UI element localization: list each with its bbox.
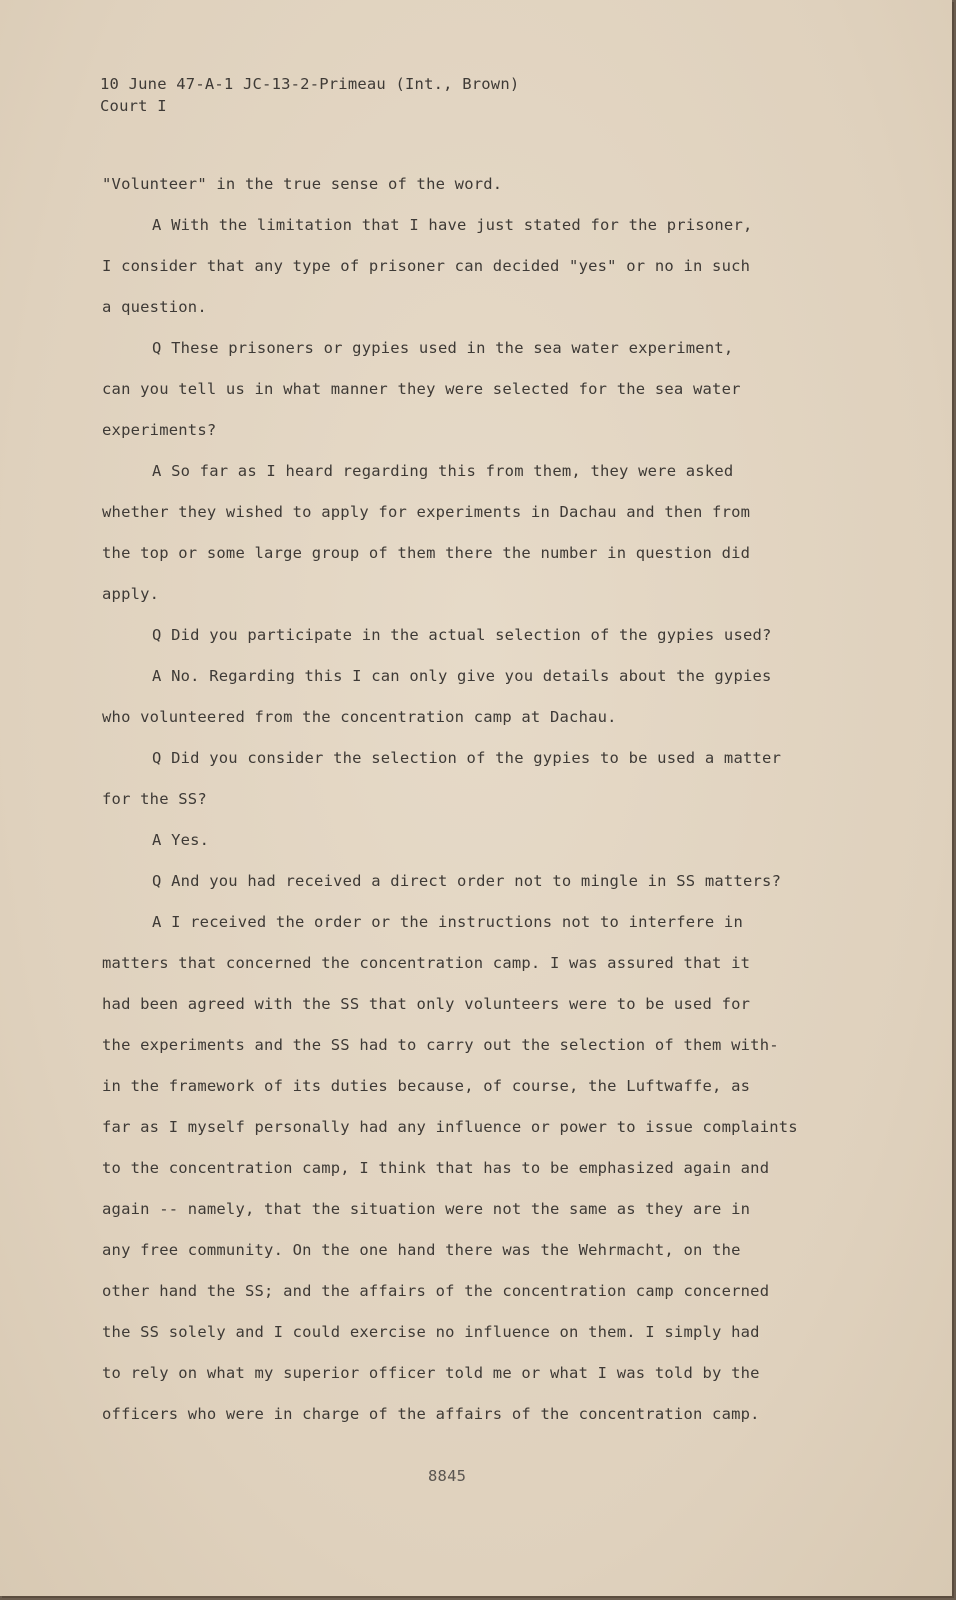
text-line: the SS solely and I could exercise no influence on them. I simply had — [102, 1323, 760, 1341]
question-line: Q And you had received a direct order not to mingle in SS matters? — [152, 872, 782, 890]
answer-line: A No. Regarding this I can only give you details about the gypies — [152, 667, 772, 685]
text-line: in the framework of its duties because, of course, the Luftwaffe, as — [102, 1077, 751, 1095]
text-line: whether they wished to apply for experiments in Dachau and then from — [102, 503, 751, 521]
text-line: experiments? — [102, 421, 217, 439]
text-line: "Volunteer" in the true sense of the word. — [102, 175, 503, 193]
question-line: Q These prisoners or gypies used in the sea water experiment, — [152, 339, 734, 357]
header-case-line: 10 June 47-A-1 JC-13-2-Primeau (Int., Brown) — [100, 75, 520, 93]
answer-line: A So far as I heard regarding this from them, they were asked — [152, 462, 734, 480]
text-line: apply. — [102, 585, 160, 603]
answer-line: A Yes. — [152, 831, 210, 849]
text-line: can you tell us in what manner they were selected for the sea water — [102, 380, 741, 398]
text-line: to the concentration camp, I think that has to be emphasized again and — [102, 1159, 770, 1177]
text-line: matters that concerned the concentration camp. I was assured that it — [102, 954, 751, 972]
answer-line: A With the limitation that I have just stated for the prisoner, — [152, 216, 753, 234]
question-line: Q Did you participate in the actual selection of the gypies used? — [152, 626, 772, 644]
page-number: 8845 — [428, 1467, 467, 1485]
text-line: again -- namely, that the situation were not the same as they are in — [102, 1200, 751, 1218]
text-line: I consider that any type of prisoner can decided "yes" or no in such — [102, 257, 751, 275]
document-header — [100, 73, 519, 117]
text-line: officers who were in charge of the affairs of the concentration camp. — [102, 1405, 760, 1423]
text-line: a question. — [102, 298, 207, 316]
text-line: to rely on what my superior officer told me or what I was told by the — [102, 1364, 760, 1382]
answer-line: A I received the order or the instructions not to interfere in — [152, 913, 743, 931]
text-line: had been agreed with the SS that only volunteers were to be used for — [102, 995, 751, 1013]
text-line: the experiments and the SS had to carry out the selection of them with- — [102, 1036, 779, 1054]
header-court-line: Court I — [100, 97, 167, 115]
text-line: who volunteered from the concentration camp at Dachau. — [102, 708, 617, 726]
question-line: Q Did you consider the selection of the gypies to be used a matter — [152, 749, 782, 767]
text-line: other hand the SS; and the affairs of the concentration camp concerned — [102, 1282, 770, 1300]
text-line: the top or some large group of them there the number in question did — [102, 544, 751, 562]
text-line: for the SS? — [102, 790, 207, 808]
text-line: far as I myself personally had any influence or power to issue complaints — [102, 1118, 798, 1136]
text-line: any free community. On the one hand there was the Wehrmacht, on the — [102, 1241, 741, 1259]
